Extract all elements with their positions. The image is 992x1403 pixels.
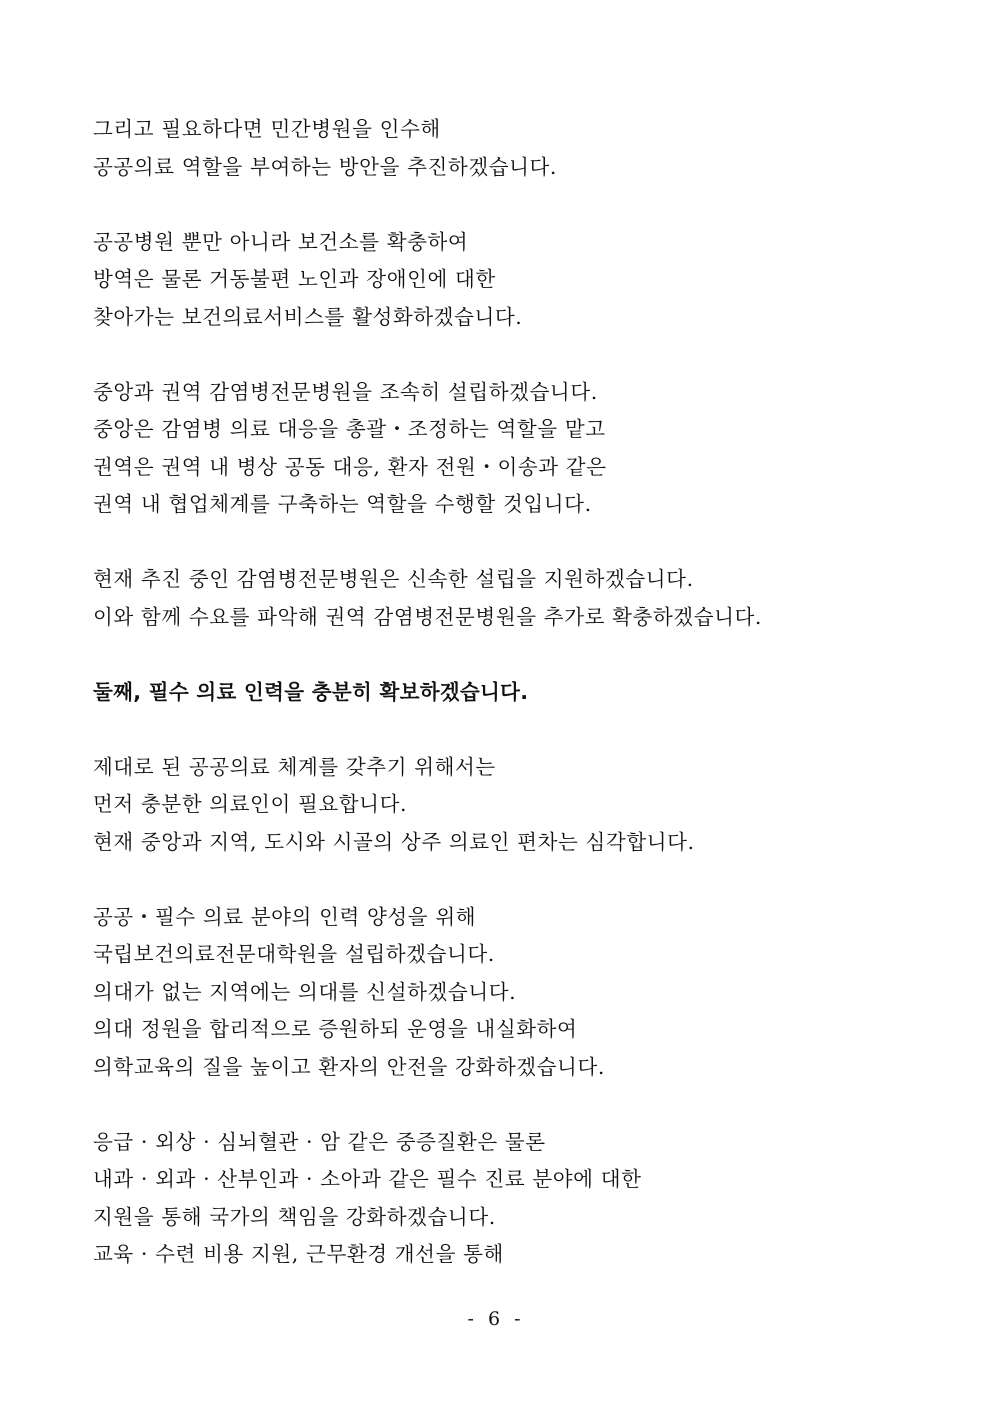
- text-line: 중앙과 권역 감염병전문병원을 조속히 설립하겠습니다.: [93, 379, 598, 404]
- text-line: 현재 추진 중인 감염병전문병원은 신속한 설립을 지원하겠습니다.: [93, 567, 694, 591]
- heading-text: 둘째, 필수 의료 인력을 충분히 확보하겠습니다.: [93, 679, 529, 704]
- text-line: 내과 · 외과 · 산부인과 · 소아과 같은 필수 진료 분야에 대한: [93, 1167, 642, 1191]
- text-line: 의학교육의 질을 높이고 환자의 안전을 강화하겠습니다.: [93, 1054, 605, 1079]
- paragraph: [93, 374, 893, 524]
- text-line: 응급 · 외상 · 심뇌혈관 · 암 같은 중증질환은 물론: [93, 1129, 546, 1154]
- text-line: 공공의료 역할을 부여하는 방안을 추진하겠습니다.: [93, 154, 558, 179]
- paragraph: [93, 749, 893, 862]
- text-line: 지원을 통해 국가의 책임을 강화하겠습니다.: [93, 1204, 496, 1229]
- text-line: 방역은 물론 거동불편 노인과 장애인에 대한: [93, 267, 496, 291]
- text-line: 이와 함께 수요를 파악해 권역 감염병전문병원을 추가로 확충하겠습니다.: [93, 604, 763, 629]
- page-number: - 6 -: [467, 1308, 525, 1330]
- paragraph: [93, 111, 893, 186]
- section-heading: [93, 674, 893, 712]
- text-line: 중앙은 감염병 의료 대응을 총괄・조정하는 역할을 맡고: [93, 417, 606, 441]
- paragraph: [93, 1124, 893, 1274]
- paragraph: [93, 561, 893, 636]
- paragraph: [93, 224, 893, 337]
- text-line: 의대가 없는 지역에는 의대를 신설하겠습니다.: [93, 979, 517, 1004]
- text-line: 국립보건의료전문대학원을 설립하겠습니다.: [93, 942, 495, 966]
- text-line: 권역 내 협업체계를 구축하는 역할을 수행할 것입니다.: [93, 492, 592, 516]
- text-line: 그리고 필요하다면 민간병원을 인수해: [93, 117, 441, 141]
- document-body: [93, 111, 893, 1311]
- text-line: 공공병원 뿐만 아니라 보건소를 확충하여: [93, 229, 469, 254]
- text-line: 현재 중앙과 지역, 도시와 시골의 상주 의료인 편차는 심각합니다.: [93, 829, 695, 854]
- text-line: 먼저 충분한 의료인이 필요합니다.: [93, 792, 408, 816]
- text-line: 권역은 권역 내 병상 공동 대응, 환자 전원・이송과 같은: [93, 454, 607, 479]
- text-line: 찾아가는 보건의료서비스를 활성화하겠습니다.: [93, 304, 523, 329]
- text-line: 공공・필수 의료 분야의 인력 양성을 위해: [93, 904, 477, 929]
- text-line: 의대 정원을 합리적으로 증원하되 운영을 내실화하여: [93, 1017, 578, 1041]
- paragraph: [93, 899, 893, 1087]
- text-line: 제대로 된 공공의료 체계를 갖추기 위해서는: [93, 754, 496, 779]
- text-line: 교육 · 수련 비용 지원, 근무환경 개선을 통해: [93, 1242, 504, 1266]
